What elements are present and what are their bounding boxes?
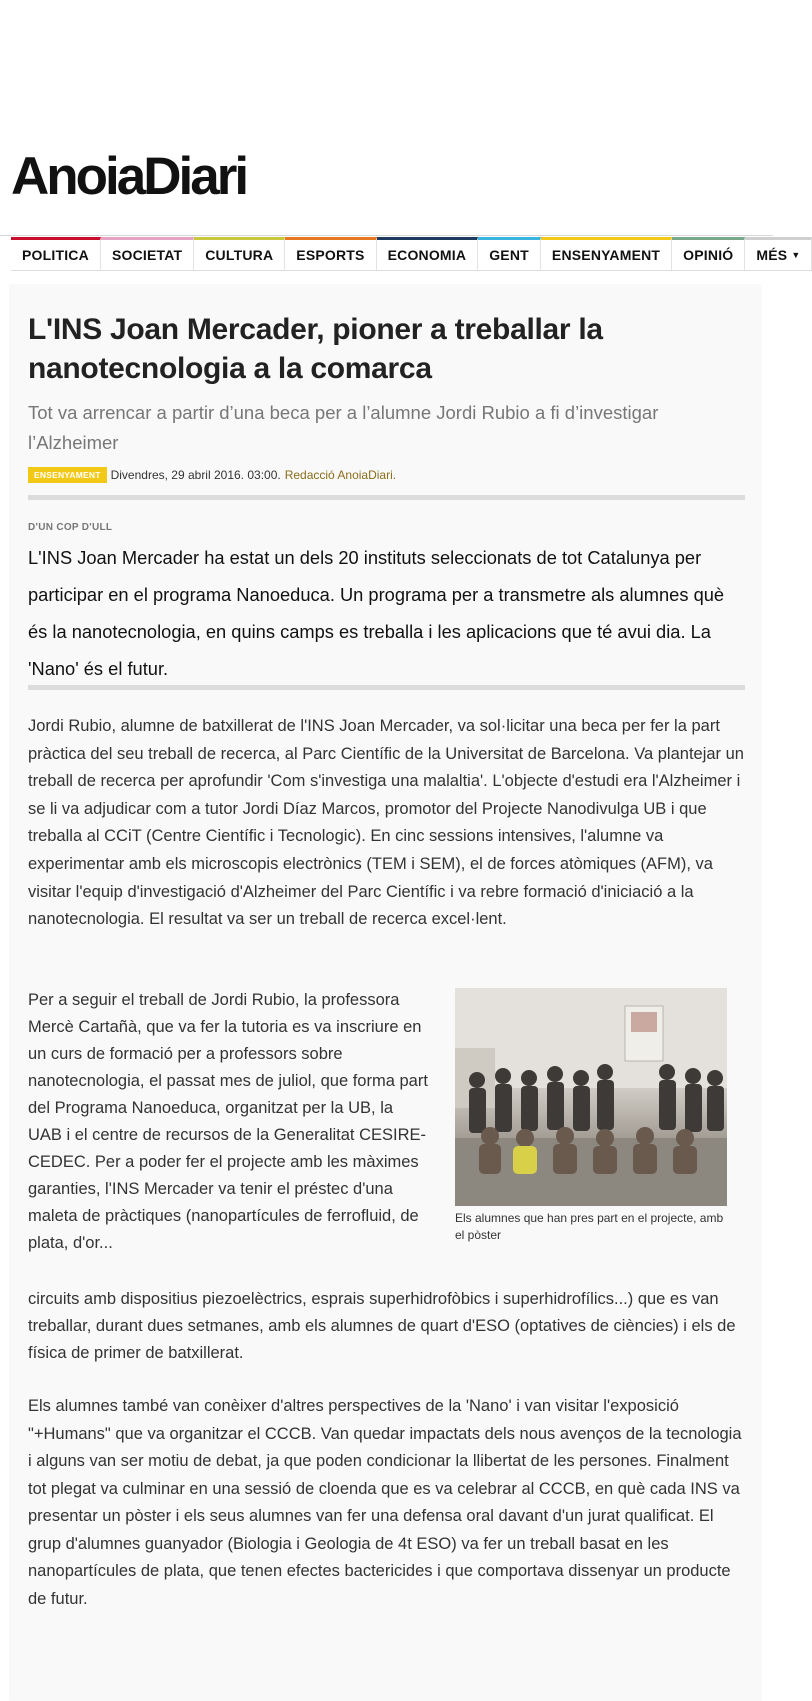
nav-item-mes[interactable]: [745, 237, 812, 270]
article-date: Divendres, 29 abril 2016. 03:00.: [110, 468, 281, 482]
body-paragraph-2-continued: circuits amb dispositius piezoelèctrics, esprais superhidrofòbics i superhidrofílics...) que es van treballar, durant dues setmanes, amb els alumnes de quart d'ESO (optatives de ciències) i els de física de primer de batxillerat.: [28, 1290, 736, 1362]
article-photo[interactable]: [455, 988, 727, 1206]
body-paragraph-1: Jordi Rubio, alumne de batxillerat de l'INS Joan Mercader, va sol·licitar una beca per fer la part pràctica del seu treball de recerca, al Parc Científic de la Universitat de Barcelona. Va plantejar un treball de recerca per aprofundir 'Com s'investiga una malaltia'. L'objecte d'estudi era l'Alzheimer i se li va adjudicar com a tutor Jordi Díaz Marcos, promotor del Projecte Nanodivulga UB i que treballa al CCiT (Centre Científic i Tecnologic). En cinc sessions intensives, l'alumne va experimentar amb els microscopis electrònics (TEM i SEM), el de forces atòmiques (AFM), va visitar l'equip d'investigació d'Alzheimer del Parc Científic i va rebre formació d'iniciació a la nanotecnologia. El resultat va ser un treball de recerca excel·lent.: [28, 717, 744, 929]
kicker-label: D'UN COP D'ULL: [28, 522, 113, 533]
body-paragraph-2: Per a seguir el treball de Jordi Rubio, la professora Mercè Cartañà, que va fer la tutoria es va inscriure en un curs de formació per a professors sobre nanotecnologia, el passat mes de juliol, que forma part del Programa Nanoeduca, organitzat per la UB, la UAB i el centre de recursos de la Generalitat CESIRE-CEDEC. Per a poder fer el projecte amb les màximes garanties, l'INS Mercader va tenir el préstec d'una maleta de pràctiques (nanopartícules de ferrofluid, de plata, d'or...: [28, 991, 428, 1252]
nav-divider: [0, 235, 773, 236]
nav-item-cultura[interactable]: CULTURA: [194, 237, 285, 270]
author-link[interactable]: Redacció AnoiaDiari.: [284, 468, 397, 482]
article-subtitle: Tot va arrencar a partir d’una beca per a l’alumne Jordi Rubio a fi d’investigar l’Alzheimer: [28, 402, 659, 453]
lead-summary: L'INS Joan Mercader ha estat un dels 20 instituts seleccionats de tot Catalunya per participar en el programa Nanoeduca. Un programa per a transmetre als alumnes què és la nanotecnologia, en quins camps es treballa i les aplicacions que té avui dia. La 'Nano' és el futur.: [28, 547, 725, 679]
nav-item-esports[interactable]: ESPORTS: [285, 237, 376, 270]
article-title: L'INS Joan Mercader, pioner a treballar la nanotecnologia a la comarca: [28, 313, 603, 385]
article-meta: [28, 467, 396, 483]
nav-item-gent[interactable]: GENT: [478, 237, 541, 270]
nav-item-societat[interactable]: SOCIETAT: [101, 237, 194, 270]
group-photo-illustration: [455, 988, 727, 1206]
article-card: [10, 285, 761, 1701]
body-paragraph-3: Els alumnes també van conèixer d'altres perspectives de la 'Nano' i van visitar l'exposició "+Humans" que va organitzar el CCCB. Van quedar impactats dels nous avenços de la tecnologia i alguns van ser motiu de debat, ja que poden condicionar la llibertat de les persones. Finalment tot plegat va culminar en una sessió de cloenda que es va celebrar al CCCB, en què cada INS va presentar un pòster i els seus alumnes van fer una defensa oral davant d'un jurat qualificat. El grup d'alumnes guanyador (Biologia i Geologia de 4t ESO) va fer un treball basat en les nanopartícules de plata, que tenen efectes bactericides i que comportava dissenyar un producte de futur.: [28, 1397, 742, 1608]
nav-item-opinio[interactable]: OPINIÓ: [672, 237, 745, 270]
caret-down-icon: ▼: [791, 250, 801, 260]
lead-top-divider: [28, 495, 745, 500]
photo-caption: Els alumnes que han pres part en el projecte, amb el pòster: [455, 1211, 724, 1242]
nav-item-ensenyament[interactable]: ENSENYAMENT: [541, 237, 672, 270]
main-nav: [11, 237, 812, 271]
category-badge[interactable]: ENSENYAMENT: [28, 467, 107, 483]
nav-more-label: MÉS: [756, 247, 788, 263]
nav-item-economia[interactable]: ECONOMIA: [377, 237, 479, 270]
lead-bottom-divider: [28, 685, 745, 690]
site-logo[interactable]: AnoiaDiari: [11, 147, 247, 206]
nav-item-politica[interactable]: POLITICA: [11, 237, 101, 270]
